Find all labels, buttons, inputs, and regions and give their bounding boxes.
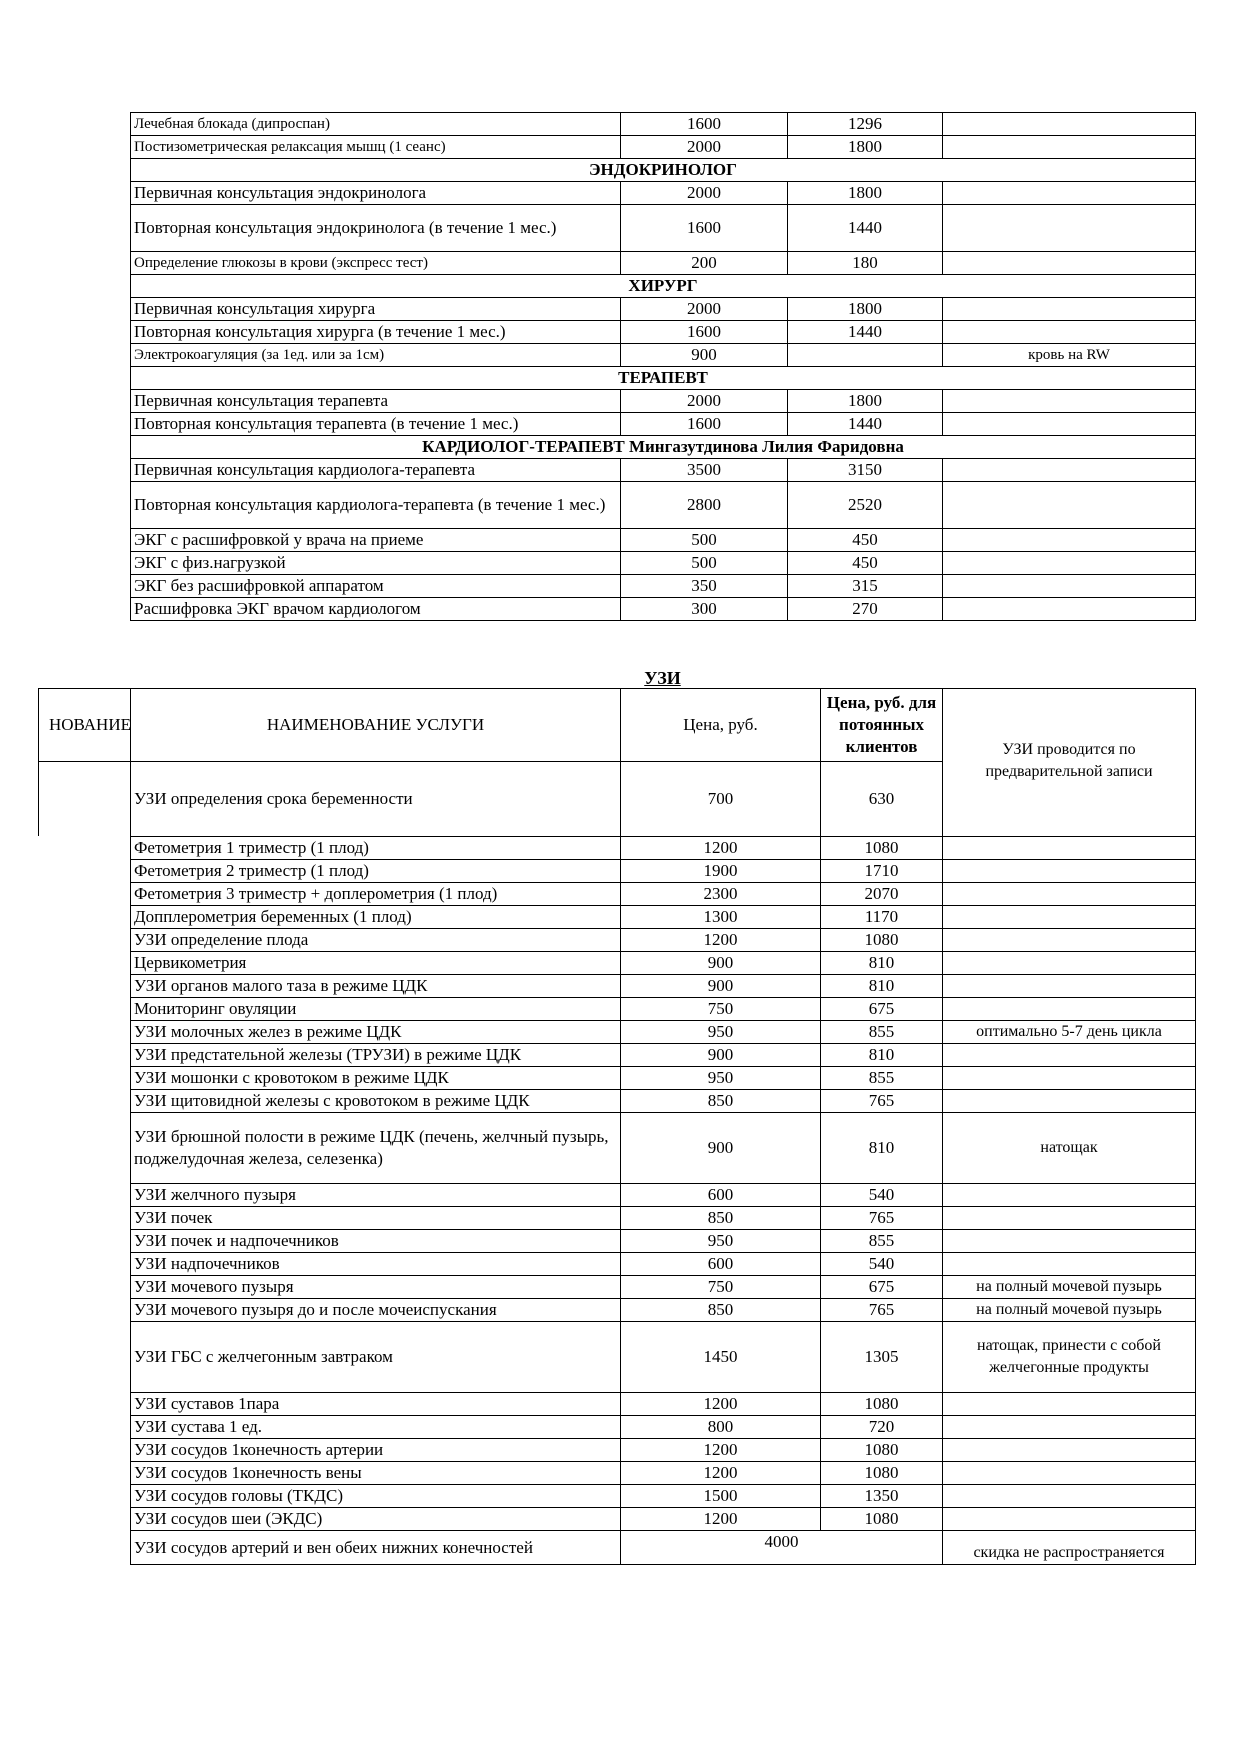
- table-row: [131, 1067, 1196, 1090]
- service-note: [943, 482, 1196, 529]
- service-price: 950: [621, 1021, 821, 1044]
- table-row: [131, 1276, 1196, 1299]
- service-price-regular: 855: [821, 1230, 943, 1253]
- service-price-regular: 180: [788, 252, 943, 275]
- service-name: УЗИ органов малого таза в режиме ЦДК: [131, 975, 621, 998]
- service-note: [943, 1508, 1196, 1531]
- service-price: 2800: [621, 482, 788, 529]
- service-note: [943, 837, 1196, 860]
- table-row: [131, 598, 1196, 621]
- table-row: [131, 1322, 1196, 1393]
- service-price: 750: [621, 998, 821, 1021]
- service-price: 600: [621, 1184, 821, 1207]
- service-price: 4000: [621, 1531, 943, 1565]
- service-note: [943, 575, 1196, 598]
- service-price-regular: 765: [821, 1299, 943, 1322]
- table-row: [131, 860, 1196, 883]
- service-price: 1200: [621, 1439, 821, 1462]
- service-note: оптимально 5-7 день цикла: [943, 1021, 1196, 1044]
- service-price-regular: 1800: [788, 182, 943, 205]
- table-row: [131, 298, 1196, 321]
- service-note: скидка не распространяется: [943, 1531, 1196, 1565]
- service-note: натощак, принести с собой желчегонные продукты: [943, 1322, 1196, 1393]
- service-price: 1200: [621, 837, 821, 860]
- service-note: [943, 136, 1196, 159]
- service-name: Определение глюкозы в крови (экспресс тест): [131, 252, 621, 275]
- service-name: Первичная консультация терапевта: [131, 390, 621, 413]
- service-name: УЗИ надпочечников: [131, 1253, 621, 1276]
- service-price: 200: [621, 252, 788, 275]
- section-title: ХИРУРГ: [131, 275, 1196, 298]
- service-name: Мониторинг овуляции: [131, 998, 621, 1021]
- service-price: 900: [621, 952, 821, 975]
- service-name: УЗИ молочных желез в режиме ЦДК: [131, 1021, 621, 1044]
- service-price-regular: 450: [788, 529, 943, 552]
- table-row: [131, 1253, 1196, 1276]
- service-name: УЗИ желчного пузыря: [131, 1184, 621, 1207]
- service-note: [943, 1439, 1196, 1462]
- service-name: УЗИ мошонки с кровотоком в режиме ЦДК: [131, 1067, 621, 1090]
- price-table-specialists: [130, 112, 1196, 621]
- service-price: 1600: [621, 321, 788, 344]
- service-note: [943, 182, 1196, 205]
- service-name: УЗИ ГБС с желчегонным завтраком: [131, 1322, 621, 1393]
- service-note: [943, 1067, 1196, 1090]
- service-name: Повторная консультация кардиолога-терапевта (в течение 1 мес.): [131, 482, 621, 529]
- service-name: УЗИ почек и надпочечников: [131, 1230, 621, 1253]
- service-name: Первичная консультация кардиолога-терапевта: [131, 459, 621, 482]
- service-price-regular: 2520: [788, 482, 943, 529]
- service-name: Постизометрическая релаксация мышц (1 сеанс): [131, 136, 621, 159]
- service-price: 350: [621, 575, 788, 598]
- service-price-regular: 810: [821, 975, 943, 998]
- table-row: [131, 321, 1196, 344]
- service-price-regular: 810: [821, 1044, 943, 1067]
- service-name: УЗИ щитовидной железы с кровотоком в режиме ЦДК: [131, 1090, 621, 1113]
- service-price-regular: 1170: [821, 906, 943, 929]
- table-row: [131, 575, 1196, 598]
- service-price-regular: 1080: [821, 1393, 943, 1416]
- service-price: 950: [621, 1230, 821, 1253]
- service-price-regular: 630: [821, 762, 943, 837]
- service-price-regular: 1080: [821, 1462, 943, 1485]
- table-row: [131, 1416, 1196, 1439]
- table-row: [131, 1462, 1196, 1485]
- service-name: УЗИ сустава 1 ед.: [131, 1416, 621, 1439]
- service-note: [943, 1462, 1196, 1485]
- section-header-row: [131, 275, 1196, 298]
- service-price-regular: 1440: [788, 205, 943, 252]
- service-name: Фетометрия 1 триместр (1 плод): [131, 837, 621, 860]
- service-price-regular: 765: [821, 1207, 943, 1230]
- section-title: КАРДИОЛОГ-ТЕРАПЕВТ Мингазутдинова Лилия Фаридовна: [131, 436, 1196, 459]
- header-service-name: НАИМЕНОВАНИЕ УСЛУГИ: [131, 689, 621, 762]
- service-name: Фетометрия 3 триместр + доплерометрия (1 плод): [131, 883, 621, 906]
- service-note: [943, 205, 1196, 252]
- service-name: УЗИ сосудов 1конечность артерии: [131, 1439, 621, 1462]
- service-price-regular: 2070: [821, 883, 943, 906]
- service-price-regular: 1710: [821, 860, 943, 883]
- service-price: 900: [621, 1113, 821, 1184]
- service-name: УЗИ сосудов артерий и вен обеих нижних конечностей: [131, 1531, 621, 1565]
- service-price-regular: 270: [788, 598, 943, 621]
- service-price: 1500: [621, 1485, 821, 1508]
- service-note: [943, 529, 1196, 552]
- header-price-regular: Цена, руб. для потоянных клиентов: [821, 689, 943, 762]
- service-name: УЗИ сосудов головы (ТКДС): [131, 1485, 621, 1508]
- service-price: 2300: [621, 883, 821, 906]
- table-row: [131, 1090, 1196, 1113]
- service-price: 1200: [621, 929, 821, 952]
- uzi-header-row: [131, 689, 1196, 762]
- service-price-regular: 450: [788, 552, 943, 575]
- table-row: [131, 1021, 1196, 1044]
- service-price: 700: [621, 762, 821, 837]
- service-price: 900: [621, 344, 788, 367]
- section-title: ТЕРАПЕВТ: [131, 367, 1196, 390]
- service-name: УЗИ брюшной полости в режиме ЦДК (печень, желчный пузырь, поджелудочная железа, селезенка): [131, 1113, 621, 1184]
- service-note: [943, 298, 1196, 321]
- service-price: 1450: [621, 1322, 821, 1393]
- service-note: [943, 1207, 1196, 1230]
- table-row: [131, 205, 1196, 252]
- table-row: [131, 1531, 1196, 1565]
- service-price-regular: [788, 344, 943, 367]
- service-price: 1200: [621, 1462, 821, 1485]
- service-price-regular: 1800: [788, 390, 943, 413]
- service-price-regular: 1296: [788, 113, 943, 136]
- table-row: [131, 998, 1196, 1021]
- service-price: 950: [621, 1067, 821, 1090]
- service-price-regular: 1080: [821, 1508, 943, 1531]
- table-row: [131, 482, 1196, 529]
- service-price-regular: 1080: [821, 929, 943, 952]
- service-note: [943, 413, 1196, 436]
- service-note: кровь на RW: [943, 344, 1196, 367]
- table-row: [131, 1485, 1196, 1508]
- table-row: [131, 1044, 1196, 1067]
- service-name: УЗИ мочевого пузыря: [131, 1276, 621, 1299]
- service-name: УЗИ предстательной железы (ТРУЗИ) в режиме ЦДК: [131, 1044, 621, 1067]
- service-note: [943, 883, 1196, 906]
- service-note: [943, 321, 1196, 344]
- service-price-regular: 1800: [788, 298, 943, 321]
- service-price-regular: 1080: [821, 837, 943, 860]
- table-row: [131, 837, 1196, 860]
- service-note: [943, 459, 1196, 482]
- service-price: 2000: [621, 136, 788, 159]
- table-row: [131, 929, 1196, 952]
- header-price: Цена, руб.: [621, 689, 821, 762]
- service-price: 1600: [621, 413, 788, 436]
- service-price-regular: 1440: [788, 413, 943, 436]
- service-name: Повторная консультация терапевта (в течение 1 мес.): [131, 413, 621, 436]
- service-name: УЗИ определения срока беременности: [131, 762, 621, 837]
- service-name: Электрокоагуляция (за 1ед. или за 1см): [131, 344, 621, 367]
- service-price: 600: [621, 1253, 821, 1276]
- service-price-regular: 540: [821, 1253, 943, 1276]
- service-price: 900: [621, 975, 821, 998]
- table-row: [131, 136, 1196, 159]
- service-price: 2000: [621, 390, 788, 413]
- service-price-regular: 810: [821, 1113, 943, 1184]
- service-price: 2000: [621, 298, 788, 321]
- service-price: 850: [621, 1299, 821, 1322]
- service-note: на полный мочевой пузырь: [943, 1299, 1196, 1322]
- service-note: [943, 1416, 1196, 1439]
- table-row: [131, 413, 1196, 436]
- service-note: [943, 860, 1196, 883]
- service-name: ЭКГ с расшифровкой у врача на приеме: [131, 529, 621, 552]
- table-row: [131, 252, 1196, 275]
- service-note: [943, 998, 1196, 1021]
- table-row: [131, 113, 1196, 136]
- table-row: [131, 1230, 1196, 1253]
- service-price: 850: [621, 1090, 821, 1113]
- service-name: УЗИ суставов 1пара: [131, 1393, 621, 1416]
- table-row: [131, 952, 1196, 975]
- service-price: 1200: [621, 1393, 821, 1416]
- table-row: [131, 883, 1196, 906]
- service-note: [943, 1485, 1196, 1508]
- service-price-regular: 675: [821, 1276, 943, 1299]
- table-row: [131, 459, 1196, 482]
- service-name: Повторная консультация эндокринолога (в течение 1 мес.): [131, 205, 621, 252]
- service-price-regular: 1800: [788, 136, 943, 159]
- service-price: 750: [621, 1276, 821, 1299]
- price-table-uzi: [130, 688, 1196, 1565]
- service-name: Расшифровка ЭКГ врачом кардиологом: [131, 598, 621, 621]
- service-name: УЗИ мочевого пузыря до и после мочеиспускания: [131, 1299, 621, 1322]
- service-name: УЗИ сосудов 1конечность вены: [131, 1462, 621, 1485]
- service-name: УЗИ почек: [131, 1207, 621, 1230]
- service-name: Допплерометрия беременных (1 плод): [131, 906, 621, 929]
- table-row: [131, 1508, 1196, 1531]
- service-note: [943, 929, 1196, 952]
- service-note: [943, 390, 1196, 413]
- section-title: ЭНДОКРИНОЛОГ: [131, 159, 1196, 182]
- table-row: [131, 906, 1196, 929]
- table-row: [131, 529, 1196, 552]
- section-header-row: [131, 367, 1196, 390]
- service-note: [943, 1184, 1196, 1207]
- service-name: Первичная консультация эндокринолога: [131, 182, 621, 205]
- service-name: ЭКГ с физ.нагрузкой: [131, 552, 621, 575]
- service-price-regular: 1305: [821, 1322, 943, 1393]
- service-price: 300: [621, 598, 788, 621]
- service-price-regular: 720: [821, 1416, 943, 1439]
- table-row: [131, 1439, 1196, 1462]
- service-note: натощак: [943, 1113, 1196, 1184]
- service-note: [943, 1393, 1196, 1416]
- service-note: [943, 1044, 1196, 1067]
- service-price-regular: 765: [821, 1090, 943, 1113]
- uzi-section-title: УЗИ: [644, 668, 681, 688]
- service-price-regular: 315: [788, 575, 943, 598]
- table-row: [131, 1207, 1196, 1230]
- service-price: 1300: [621, 906, 821, 929]
- table-row: [131, 182, 1196, 205]
- service-price: 1200: [621, 1508, 821, 1531]
- service-price-regular: 1350: [821, 1485, 943, 1508]
- service-price: 850: [621, 1207, 821, 1230]
- service-price-regular: 675: [821, 998, 943, 1021]
- service-note: на полный мочевой пузырь: [943, 1276, 1196, 1299]
- section-header-row: [131, 436, 1196, 459]
- service-note: [943, 252, 1196, 275]
- table-row: [131, 975, 1196, 998]
- service-note: [943, 975, 1196, 998]
- service-note: [943, 1253, 1196, 1276]
- service-name: ЭКГ без расшифровкой аппаратом: [131, 575, 621, 598]
- service-note: [943, 113, 1196, 136]
- table-row: [131, 552, 1196, 575]
- service-note: [943, 1090, 1196, 1113]
- service-name: Повторная консультация хирурга (в течение 1 мес.): [131, 321, 621, 344]
- truncated-column-header: НОВАНИЕ: [39, 689, 131, 762]
- service-price-regular: 810: [821, 952, 943, 975]
- service-price: 1600: [621, 205, 788, 252]
- service-price: 800: [621, 1416, 821, 1439]
- table-row: [131, 1113, 1196, 1184]
- truncated-column: [38, 688, 131, 836]
- service-price-regular: 540: [821, 1184, 943, 1207]
- service-price-regular: 855: [821, 1067, 943, 1090]
- service-note: [943, 552, 1196, 575]
- service-price-regular: 3150: [788, 459, 943, 482]
- service-note: [943, 906, 1196, 929]
- service-price: 1600: [621, 113, 788, 136]
- service-name: УЗИ определение плода: [131, 929, 621, 952]
- service-name: Лечебная блокада (дипроспан): [131, 113, 621, 136]
- service-price: 3500: [621, 459, 788, 482]
- service-price-regular: 855: [821, 1021, 943, 1044]
- service-note: [943, 1230, 1196, 1253]
- table-row: [131, 1184, 1196, 1207]
- service-price: 500: [621, 529, 788, 552]
- service-price-regular: 1080: [821, 1439, 943, 1462]
- section-header-row: [131, 159, 1196, 182]
- service-name: Цервикометрия: [131, 952, 621, 975]
- service-price: 1900: [621, 860, 821, 883]
- service-price: 2000: [621, 182, 788, 205]
- service-price: 900: [621, 1044, 821, 1067]
- header-note: УЗИ проводится по предварительной записи: [943, 689, 1196, 837]
- service-name: Первичная консультация хирурга: [131, 298, 621, 321]
- service-price: 500: [621, 552, 788, 575]
- table-row: [131, 1393, 1196, 1416]
- table-row: [131, 390, 1196, 413]
- service-name: УЗИ сосудов шеи (ЭКДС): [131, 1508, 621, 1531]
- table-row: [131, 344, 1196, 367]
- service-note: [943, 598, 1196, 621]
- table-row: [131, 1299, 1196, 1322]
- service-note: [943, 952, 1196, 975]
- service-price-regular: 1440: [788, 321, 943, 344]
- service-name: Фетометрия 2 триместр (1 плод): [131, 860, 621, 883]
